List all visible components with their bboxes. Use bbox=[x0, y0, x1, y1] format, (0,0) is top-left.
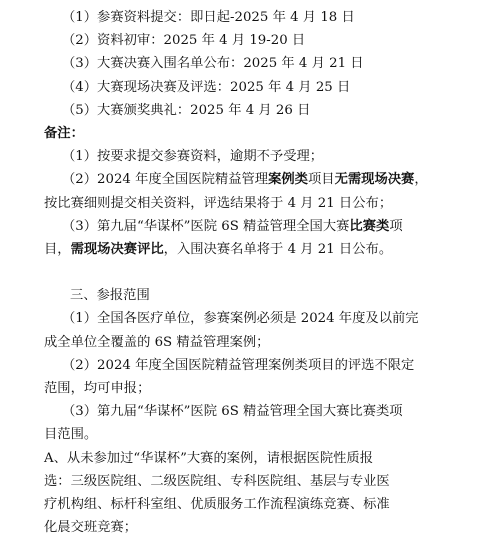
note-3-part-c: 项 bbox=[389, 218, 403, 234]
section-3-title: 三、参报范围 bbox=[70, 288, 150, 304]
note-2-part-c: 项目 bbox=[307, 172, 335, 188]
note-3-part-f: ，入围决赛名单将于 4 月 21 日公布。 bbox=[163, 242, 393, 258]
section-a-line-2: 选：三级医院组、二级医院组、专科医院组、基层与专业医 bbox=[44, 473, 390, 489]
schedule-item-1: （1）参赛资料提交：即日起-2025 年 4 月 18 日 bbox=[62, 10, 355, 25]
scope-3-line-2: 目范围。 bbox=[44, 427, 98, 443]
notes-title: 备注： bbox=[44, 126, 84, 142]
note-3-bold-competition: 比赛类 bbox=[349, 218, 390, 234]
note-2 bbox=[56, 168, 484, 191]
schedule-item-4: （4）大赛现场决赛及评选：2025 年 4 月 25 日 bbox=[62, 79, 351, 95]
section-a-line-3: 疗机构组、标杆科室组、优质服务工作流程演练竞赛、标准 bbox=[44, 497, 390, 513]
note-3-line-2 bbox=[44, 238, 484, 261]
schedule-item-3: （3）大赛决赛入围名单公布：2025 年 4 月 21 日 bbox=[62, 56, 364, 72]
note-2-part-a: （2）2024 年度全国医院精益管理 bbox=[62, 172, 269, 188]
schedule-item-2: （2）资料初审：2025 年 4 月 19-20 日 bbox=[62, 33, 306, 49]
note-3-part-a: （3）第九届“华谋杯”医院 6S 精益管理全国大赛 bbox=[62, 218, 350, 234]
note-1: （1）按要求提交参赛资料，逾期不予受理； bbox=[62, 149, 324, 165]
schedule-item-5: （5）大赛颁奖典礼：2025 年 4 月 26 日 bbox=[62, 102, 311, 118]
note-3-bold-final: 需现场决赛评比 bbox=[70, 242, 164, 258]
note-2-bold-case: 案例类 bbox=[268, 172, 308, 188]
note-3 bbox=[56, 215, 484, 238]
scope-2-line-1: （2）2024 年度全国医院精益管理案例类项目的评选不限定 bbox=[62, 357, 415, 373]
scope-1-line-2: 成全单位全覆盖的 6S 精益管理案例； bbox=[44, 334, 270, 350]
note-2-bold-no-final: 无需现场决赛 bbox=[334, 172, 415, 188]
section-a-line-1: A、从未参加过“华谋杯”大赛的案例，请根据医院性质报 bbox=[44, 450, 374, 466]
note-3-part-d: 目， bbox=[44, 242, 71, 258]
section-a-line-4: 化晨交班竞赛； bbox=[44, 520, 138, 536]
note-2-line-2: 按比赛细则提交相关资料，评选结果将于 4 月 21 日公布； bbox=[44, 195, 393, 211]
note-2-part-e: ， bbox=[414, 172, 428, 188]
blank-line bbox=[56, 261, 484, 284]
scope-1-line-1: （1）全国各医疗单位，参赛案例必须是 2024 年度及以前完 bbox=[62, 311, 419, 327]
scope-2-line-2: 范围，均可申报； bbox=[44, 381, 151, 397]
scope-3-line-1: （3）第九届“华谋杯”医院 6S 精益管理全国大赛比赛类项 bbox=[62, 404, 403, 420]
